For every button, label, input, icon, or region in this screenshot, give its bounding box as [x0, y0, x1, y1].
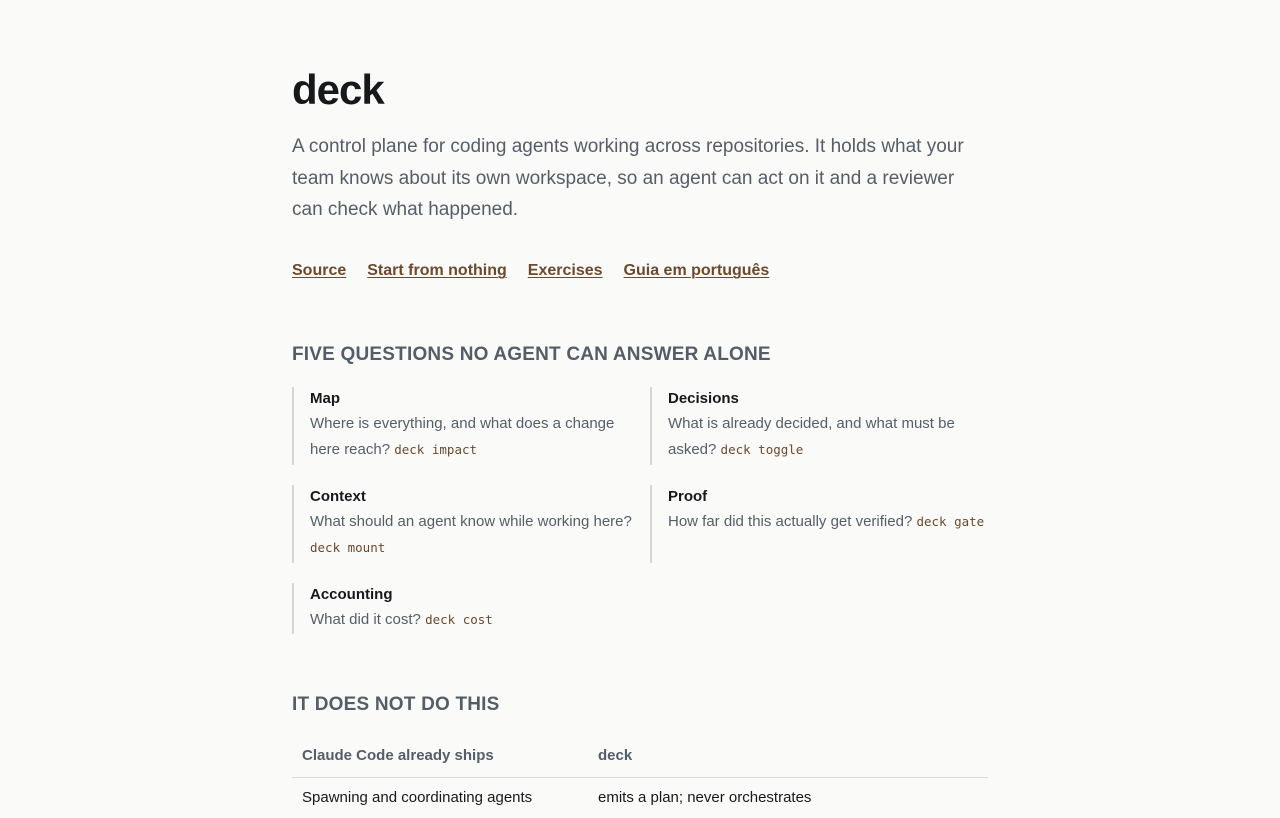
question-command: deck cost — [425, 612, 493, 627]
question-description: What should an agent know while working here? — [310, 513, 632, 530]
comparison-table — [292, 736, 988, 818]
question-command: deck toggle — [721, 442, 804, 457]
question-title: Context — [310, 485, 632, 509]
table-row — [292, 778, 988, 818]
link-exercises[interactable]: Exercises — [528, 261, 603, 281]
link-start-from-nothing[interactable]: Start from nothing — [367, 261, 507, 281]
question-text — [310, 607, 632, 633]
question-card-accounting — [292, 583, 632, 634]
question-title: Proof — [668, 485, 988, 509]
link-source[interactable]: Source — [292, 261, 346, 281]
question-text — [310, 411, 632, 463]
question-title: Accounting — [310, 583, 632, 607]
section-heading-not-this: IT DOES NOT DO THIS — [292, 693, 500, 717]
question-card-proof — [650, 485, 988, 563]
link-guia-portugues[interactable]: Guia em português — [624, 261, 770, 281]
table-header-row — [292, 736, 988, 778]
question-command: deck impact — [394, 442, 477, 457]
table-cell: Spawning and coordinating agents — [292, 778, 588, 818]
table-cell: emits a plan; never orchestrates — [588, 778, 988, 818]
question-card-map — [292, 387, 632, 465]
page-title: deck — [292, 66, 384, 114]
question-text — [668, 411, 988, 463]
column-header: deck — [588, 736, 988, 778]
question-text — [310, 509, 632, 561]
column-header: Claude Code already ships — [292, 736, 588, 778]
question-card-decisions — [650, 387, 988, 465]
question-text — [668, 509, 988, 535]
question-command: deck mount — [310, 540, 385, 555]
question-description: Where is everything, and what does a change here reach? — [310, 415, 614, 458]
question-command: deck gate — [916, 514, 984, 529]
question-title: Map — [310, 387, 632, 411]
question-card-context — [292, 485, 632, 563]
question-description: How far did this actually get verified? — [668, 513, 912, 530]
question-description: What is already decided, and what must be asked? — [668, 415, 955, 458]
question-description: What did it cost? — [310, 611, 421, 628]
section-heading-questions: FIVE QUESTIONS NO AGENT CAN ANSWER ALONE — [292, 343, 771, 367]
primary-links — [292, 261, 769, 281]
question-title: Decisions — [668, 387, 988, 411]
page-lede: A control plane for coding agents working across repositories. It holds what your team knows about its own workspace, so an agent can act on it and a reviewer can check what happened. — [292, 131, 988, 226]
